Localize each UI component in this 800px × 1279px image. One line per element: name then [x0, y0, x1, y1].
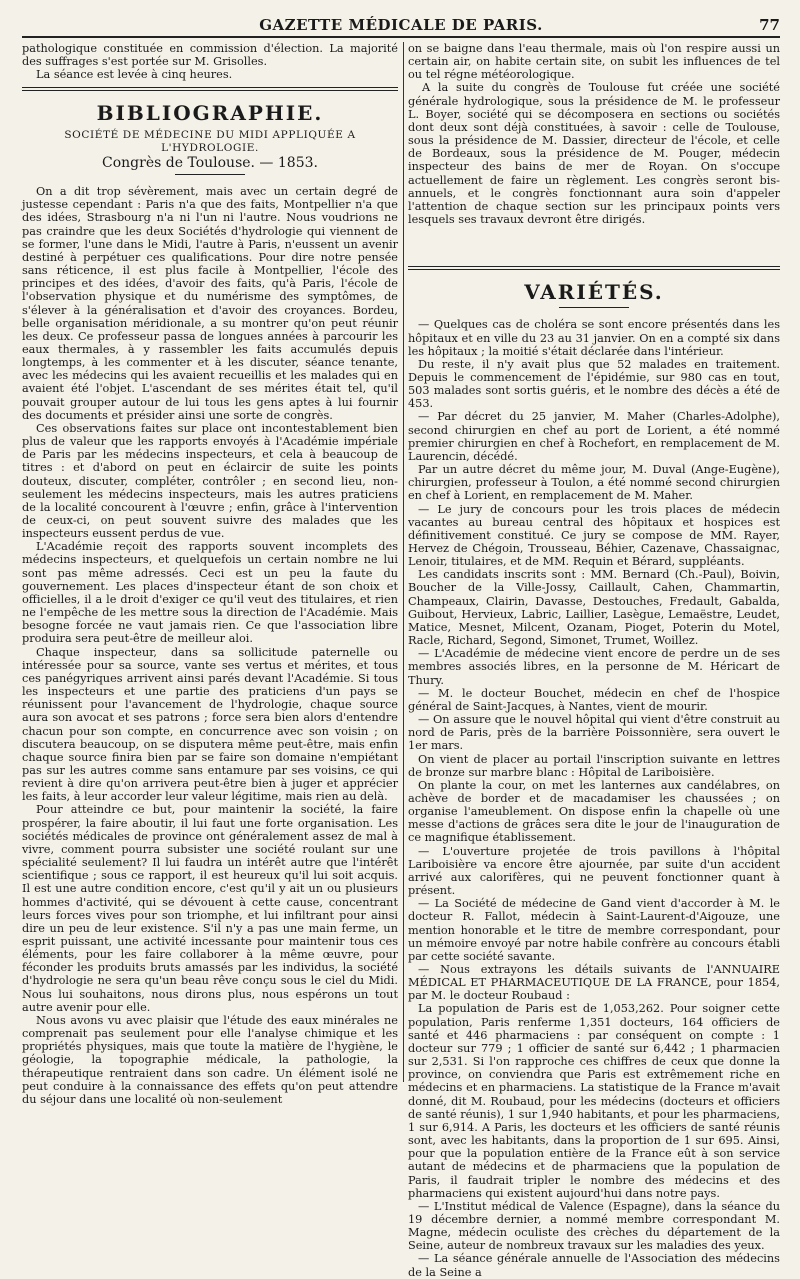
news-item: — Le jury de concours pour les trois places de médecin vacantes au bureau central des hôpitaux et hospices est définitivement constitué. Ce jury se compose de MM. Rayer, Hervez de Chégoin, Trousseau, Béhier, Cazenave, Chassaignac, Lenoir, titulaires, et de MM. Requin et Bérard, suppléants. — [408, 502, 780, 569]
section-title-varietes: VARIÉTÉS. — [524, 280, 664, 305]
news-item: On plante la cour, on met les lanternes aux candélabres, on achève de border et de macadamiser les chaussées ; on organise l'ameublement. On dispose enfin la chapelle où une messe d'actions de grâces sera dite le jour de l'inauguration de ce magnifique établissement. — [408, 778, 780, 845]
page-header — [22, 14, 780, 38]
news-item: — L'ouverture projetée de trois pavillons à l'hôpital Lariboisière va encore être ajournée, par suite d'un accident arrivé aux calorifères, qui ne peuvent fonctionner quant à présent. — [408, 844, 780, 898]
journal-title: GAZETTE MÉDICALE DE PARIS. — [259, 16, 543, 34]
short-divider — [175, 174, 245, 175]
section-divider — [22, 87, 398, 91]
paragraph: La séance est levée à cinq heures. — [36, 68, 233, 82]
news-item: La population de Paris est de 1,053,262. Pour soigner cette population, Paris renferme 1,351 docteurs, 164 officiers de santé et 446 pharmaciens : par conséquent on compte : 1 docteur sur 779 ; 1 officier de santé sur 6,442 ; 1 pharmacien sur 2,531. Si l'on rapproche ces chiffres de ceux que donne la province, on conviendra que Paris est extrêmement riche en médecins et en pharmaciens. La statistique de la France m'avait donné, dit M. Roubaud, pour les médecins (docteurs et officiers de santé réunis), 1 sur 1,940 habitants, et pour les pharmaciens, 1 sur 6,914. A Paris, les docteurs et les officiers de santé réunis sont, avec les habitants, dans la proportion de 1 sur 695. Ainsi, pour que la population entière de la France eût à son service autant de médecins et de pharmaciens que la population de Paris, il faudrait tripler le nombre des médecins et des pharmaciens qui existent aujourd'hui dans notre pays. — [408, 1002, 780, 1200]
news-item: Les candidats inscrits sont : MM. Bernard (Ch.-Paul), Boivin, Boucher de la Ville-Jossy, Caillault, Cahen, Chammartin, Champeaux, Clairin, Davasse, Destouches, Fredault, Gabalda, Guibout, Hervieux, Labric, Laillier, Lasègue, Lemaëstre, Leudet, Matice, Mesnet, Milcent, Ozanam, Pioget, Poterin du Motel, Racle, Richard, Segond, Simonet, Trumet, Woillez. — [408, 568, 780, 648]
news-item: — Nous extrayons les détails suivants de l'ANNUAIRE MÉDICAL ET PHARMACEUTIQUE DE LA FRANCE, pour 1854, par M. le docteur Roubaud : — [408, 963, 780, 1003]
right-column — [408, 42, 780, 1279]
news-item: — L'Institut médical de Valence (Espagne), dans la séance du 19 décembre dernier, a nommé membre correspondant M. Magne, médecin oculiste des crèches du département de la Seine, auteur de nombreux travaux sur les maladies des yeux. — [408, 1199, 780, 1253]
news-item: On vient de placer au portail l'inscription suivante en lettres de bronze sur marbre blanc : Hôpital de Lariboisière. — [408, 752, 780, 779]
article-subtitle: SOCIÉTÉ DE MÉDECINE DU MIDI APPLIQUÉE A L'HYDROLOGIE. — [64, 128, 356, 154]
news-item: — Quelques cas de choléra se sont encore présentés dans les hôpitaux et en ville du 23 au 31 janvier. On en a compté six dans les hôpitaux ; la moitié s'était déclarée dans l'intérieur. — [408, 318, 780, 358]
news-item: — L'Académie de médecine vient encore de perdre un de ses membres associés libres, en la personne de M. Héricart de Thury. — [408, 647, 780, 687]
paragraph: A la suite du congrès de Toulouse fut créée une société générale hydrologique, sous la présidence de M. le professeur L. Boyer, société qui se décomposera en sections ou sociétés dont deux sont déjà constituées, à savoir : celle de Toulouse, sous la présidence de M. Dassier, directeur de l'école, et celle de Bordeaux, sous la présidence de M. Pouger, médecin inspecteur des bains de mer de Royan. On s'occupe actuellement de faire un règlement. Les congrès seront bis-annuels, et le congrès fonctionnant aura soin d'appeler l'attention de chaque section sur les principaux points vers lesquels ses travaux devront être dirigés. — [408, 81, 780, 227]
news-item: Du reste, il n'y avait plus que 52 malades en traitement. Depuis le commencement de l'épidémie, sur 980 cas en tout, 503 malades sont sortis guéris, et le nombre des décès a été de 453. — [408, 357, 780, 411]
news-item: Par un autre décret du même jour, M. Duval (Ange-Eugène), chirurgien, professeur à Toulon, a été nommé second chirurgien en chef à Lorient, en remplacement de M. Maher. — [408, 463, 780, 503]
page-number: 77 — [759, 16, 780, 34]
section-title-bibliographie: BIBLIOGRAPHIE. — [96, 101, 324, 126]
column-divider — [403, 42, 404, 1082]
short-divider — [559, 307, 629, 308]
paragraph: Nous avons vu avec plaisir que l'étude des eaux minérales ne comprenait pas seulement pour elle l'analyse chimique et les propriétés physiques, mais que toute la matière de l'hygiène, le géologie, la topographie médicale, la pathologie, la thérapeutique rentraient dans son cadre. Un élément isolé ne peut conduire à la connaissance des effets qu'on peut attendre du séjour dans une localité où non-seulement — [22, 1013, 398, 1106]
news-item: — On assure que le nouvel hôpital qui vient d'être construit au nord de Paris, près de la barrière Poissonnière, sera ouvert le 1er mars. — [408, 713, 780, 753]
paragraph: Pour atteindre ce but, pour maintenir la société, la faire prospérer, la faire aboutir, il lui faut une forte organisation. Les sociétés médicales de province ont généralement assez de mal à vivre, comment pourra subsister une société roulant sur une spécialité seulement? Il lui faudra un intérêt autre que l'intérêt scientifique ; sous ce rapport, il est heureux qu'il lui soit acquis. Il est une autre condition encore, c'est qu'il y ait un ou plusieurs hommes d'activité, qui se dévouent à cette cause, concentrant leurs forces vives pour son triomphe, et lui infiltrant pour ainsi dire un peu de leur existence. S'il n'y a pas une main ferme, un esprit puissant, une activité incessante pour maintenir tous ces éléments, pour les faire collaborer à la même œuvre, pour féconder les produits bruts amassés par les individus, la société d'hydrologie ne sera qu'un beau rêve conçu sous le ciel du Midi. Nous lui souhaitons, nous dirons plus, nous espérons un tout autre avenir pour elle. — [22, 803, 398, 1014]
paragraph: On a dit trop sévèrement, mais avec un certain degré de justesse cependant : Paris n'a que des faits, Montpellier n'a que des idées, Strasbourg n'a ni l'un ni l'autre. Nous voudrions ne pas craindre que les deux Sociétés d'hydrologie qui viennent de se former, l'une dans le Midi, l'autre à Paris, n'eussent un avenir destiné à perpétuer ces qualifications. Pour dire notre pensée sans réticence, il est plus facile à Montpellier, l'école des principes et des idées, d'avoir des faits, qu'à Paris, l'école de l'observation physique et du numérisme des symptômes, de s'élever à la généralisation et d'avoir des croyances. Bordeu, belle organisation méridionale, a su montrer qu'on peut réunir les deux. Ce professeur passa de longues années à parcourir les eaux thermales, à y rassembler les faits accumulés depuis longtemps, à les commenter et à les discuter, séance tenante, avec les médecins qui les avaient recueillis et les malades qui en avaient été l'objet. L'ascendant de ses mérites était tel, qu'il pouvait grouper autour de lui tous les gens aptes à lui fournir des documents et présider ainsi une sorte de congrès. — [22, 185, 398, 422]
paragraph: Ces observations faites sur place ont incontestablement bien plus de valeur que les rapports envoyés à l'Académie impériale de Paris par les médecins inspecteurs, et cela à beaucoup de titres : et d'abord on peut en éclaircir de suite les points douteux, discuter, compléter, contrôler ; en second lieu, non-seulement les médecins inspecteurs, mais les autres praticiens de la localité concourent à l'œuvre ; enfin, grâce à l'intervention de ceux-ci, on peut souvent suivre des malades que les inspecteurs eussent perdus de vue. — [22, 421, 398, 541]
article-subtitle-congres: Congrès de Toulouse. — 1853. — [102, 154, 318, 171]
section-divider — [408, 266, 780, 270]
news-item: — Par décret du 25 janvier, M. Maher (Charles-Adolphe), second chirurgien en chef au port de Lorient, a été nommé premier chirurgien en chef à Rochefort, en remplacement de M. Laurencin, décédé. — [408, 410, 780, 463]
paragraph: L'Académie reçoit des rapports souvent incomplets des médecins inspecteurs, et quelquefois un certain nombre ne lui sont pas même adressés. Ceci est un peu la faute du gouvernement. Les places d'inspecteur étant de son choix et officielles, il a le droit d'exiger ce qu'il veut des titulaires, et rien ne l'empêche de les mettre sous la direction de l'Académie. Mais besogne forcée ne vaut jamais rien. Ce que l'association libre produira sera peut-être de meilleur aloi. — [22, 540, 398, 646]
paragraph: Chaque inspecteur, dans sa sollicitude paternelle ou intéressée pour sa source, vante ses vertus et mérites, et tous ces panégyriques arrivent ainsi parés devant l'Académie. Si tous les inspecteurs et une partie des praticiens d'un pays se réunissent pour l'avancement de l'hydrologie, chaque source aura son avocat et ses patrons ; force sera bien alors d'entendre chacun pour son compte, en concurrence avec son voisin ; on discutera beaucoup, on se disputera même peut-être, mais enfin chaque source finira bien par se faire son domaine n'empiétant pas sur les autres comme sans entamure par ses voisins, ce qui revient à dire qu'on arrivera peut-être bien à juger et apprécier les faits, à leur accorder leur valeur légitime, mais rien au delà. — [22, 645, 398, 804]
news-item: — La Société de médecine de Gand vient d'accorder à M. le docteur R. Fallot, médecin à Saint-Laurent-d'Aigouze, une mention honorable et le titre de membre correspondant, pour un mémoire envoyé par notre habile confrère au concours établi par cette société savante. — [408, 897, 780, 963]
paragraph: pathologique constituée en commission d'élection. La majorité des suffrages s'est portée sur M. Grisolles. — [22, 42, 398, 69]
paragraph: on se baigne dans l'eau thermale, mais où l'on respire aussi un certain air, on habite certain site, on subit les influences de tel ou tel régne météorologique. — [408, 42, 780, 82]
news-item: — La séance générale annuelle de l'Association des médecins de la Seine a — [408, 1252, 780, 1279]
news-item: — M. le docteur Bouchet, médecin en chef de l'hospice général de Saint-Jacques, à Nantes, vient de mourir. — [408, 686, 780, 713]
left-column — [22, 42, 398, 1106]
